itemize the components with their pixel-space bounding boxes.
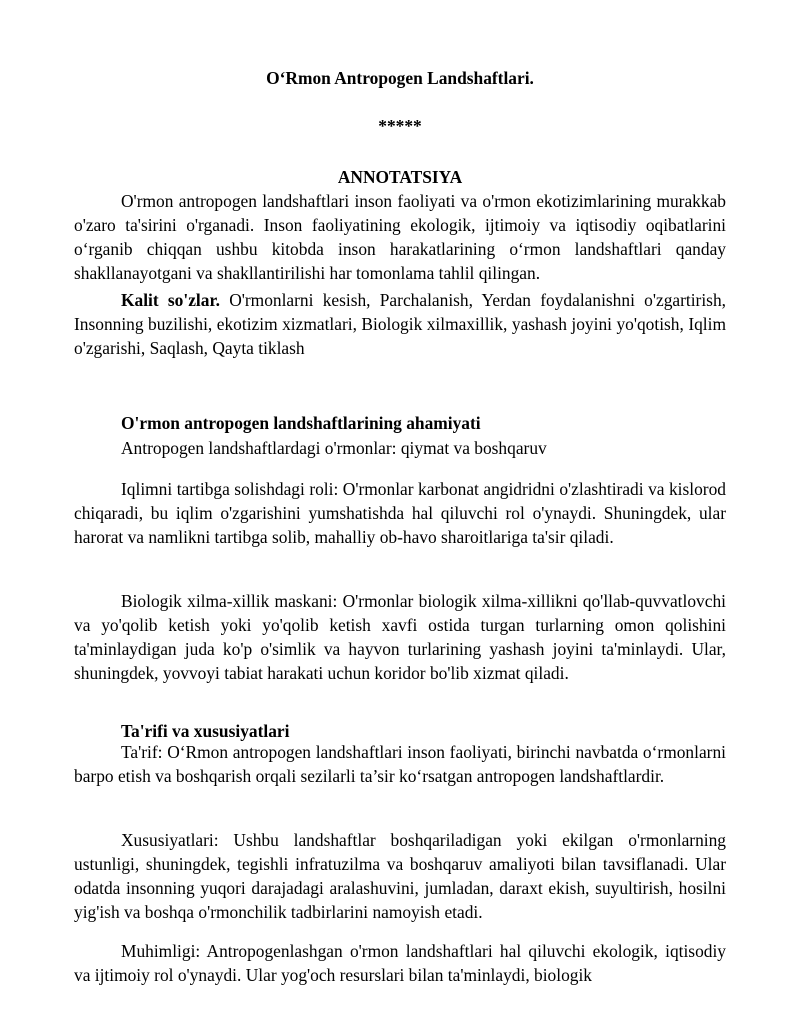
section-heading-definition: Ta'rifi va xususiyatlari (121, 721, 290, 741)
annotation-heading: ANNOTATSIYA (337, 167, 463, 187)
paragraph-features: Xususiyatlari: Ushbu landshaftlar boshqariladigan yoki ekilgan o'rmonlarning ustunligi, shuningdek, tegishli infratuzilma va boshqaruv amaliyoti bilan tavsiflanadi. Ular odatda insonning yuqori darajadagi aralashuvini, jumladan, daraxt ekish, suyultirish, hosilni yig'ish va boshqa o'rmonchilik tadbirlarini namoyish etadi. (74, 830, 726, 922)
paragraph-climate: Iqlimni tartibga solishdagi roli: O'rmonlar karbonat angidridni o'zlashtiradi va kislorod chiqaradi, bu iqlim o'zgarishini yumshatishda hal qiluvchi rol o'ynaydi. Shuningdek, ular harorat va namlikni tartibga solib, mahalliy ob-havo sharoitlariga ta'sir qiladi. (74, 479, 726, 547)
keywords-paragraph (74, 288, 726, 360)
annotation-paragraph: O'rmon antropogen landshaftlari inson faoliyati va o'rmon ekotizimlarining murakkab o'zaro ta'sirini o'rganadi. Inson faoliyatining ekologik, ijtimoiy va iqtisodiy oqibatlarini o‘rganib chiqqan ushbu kitobda inson harakatlarining o‘rmon landshaftlari qanday shakllanayotgani va shakllantirilishi har tomonlama tahlil qilingan. (74, 191, 726, 283)
separator: ***** (378, 116, 422, 136)
section-heading-significance: O'rmon antropogen landshaftlarining ahamiyati (121, 413, 481, 433)
keywords-label: Kalit so'zlar. (121, 290, 220, 310)
keywords-list: O'rmonlarni kesish, Parchalanish, Yerdan foydalanishni o'zgartirish, Insonning buzilishi, ekotizim xizmatlari, Biologik xilmaxillik, yashash joyini yo'qotish, Iqlim o'zgarishi, Saqlash, Qayta tiklash (74, 290, 726, 358)
paragraph-importance: Muhimligi: Antropogenlashgan o'rmon landshaftlari hal qiluvchi ekologik, iqtisodiy va ijtimoiy rol o'ynaydi. Ular yog'och resurslari bilan ta'minlaydi, biologik (74, 941, 726, 985)
document-title: O‘Rmon Antropogen Landshaftlari. (266, 68, 534, 88)
paragraph-definition: Ta'rif: O‘Rmon antropogen landshaftlari inson faoliyati, birinchi navbatda o‘rmonlarni barpo etish va boshqarish orqali sezilarli ta’sir ko‘rsatgan antropogen landshaftlardir. (74, 742, 726, 786)
paragraph-biodiversity: Biologik xilma-xillik maskani: O'rmonlar biologik xilma-xillikni qo'llab-quvvatlovchi va yo'qolib ketish yoki yo'qolib ketish xavfi ostida turgan turlarning omon qolishini ta'minlaydigan juda ko'p o'simlik va hayvon turlarining yashash joyini ta'minlaydi. Ular, shuningdek, yovvoyi tabiat harakati uchun koridor bo'lib xizmat qiladi. (74, 591, 726, 683)
section-subheading: Antropogen landshaftlardagi o'rmonlar: qiymat va boshqaruv (121, 438, 547, 458)
